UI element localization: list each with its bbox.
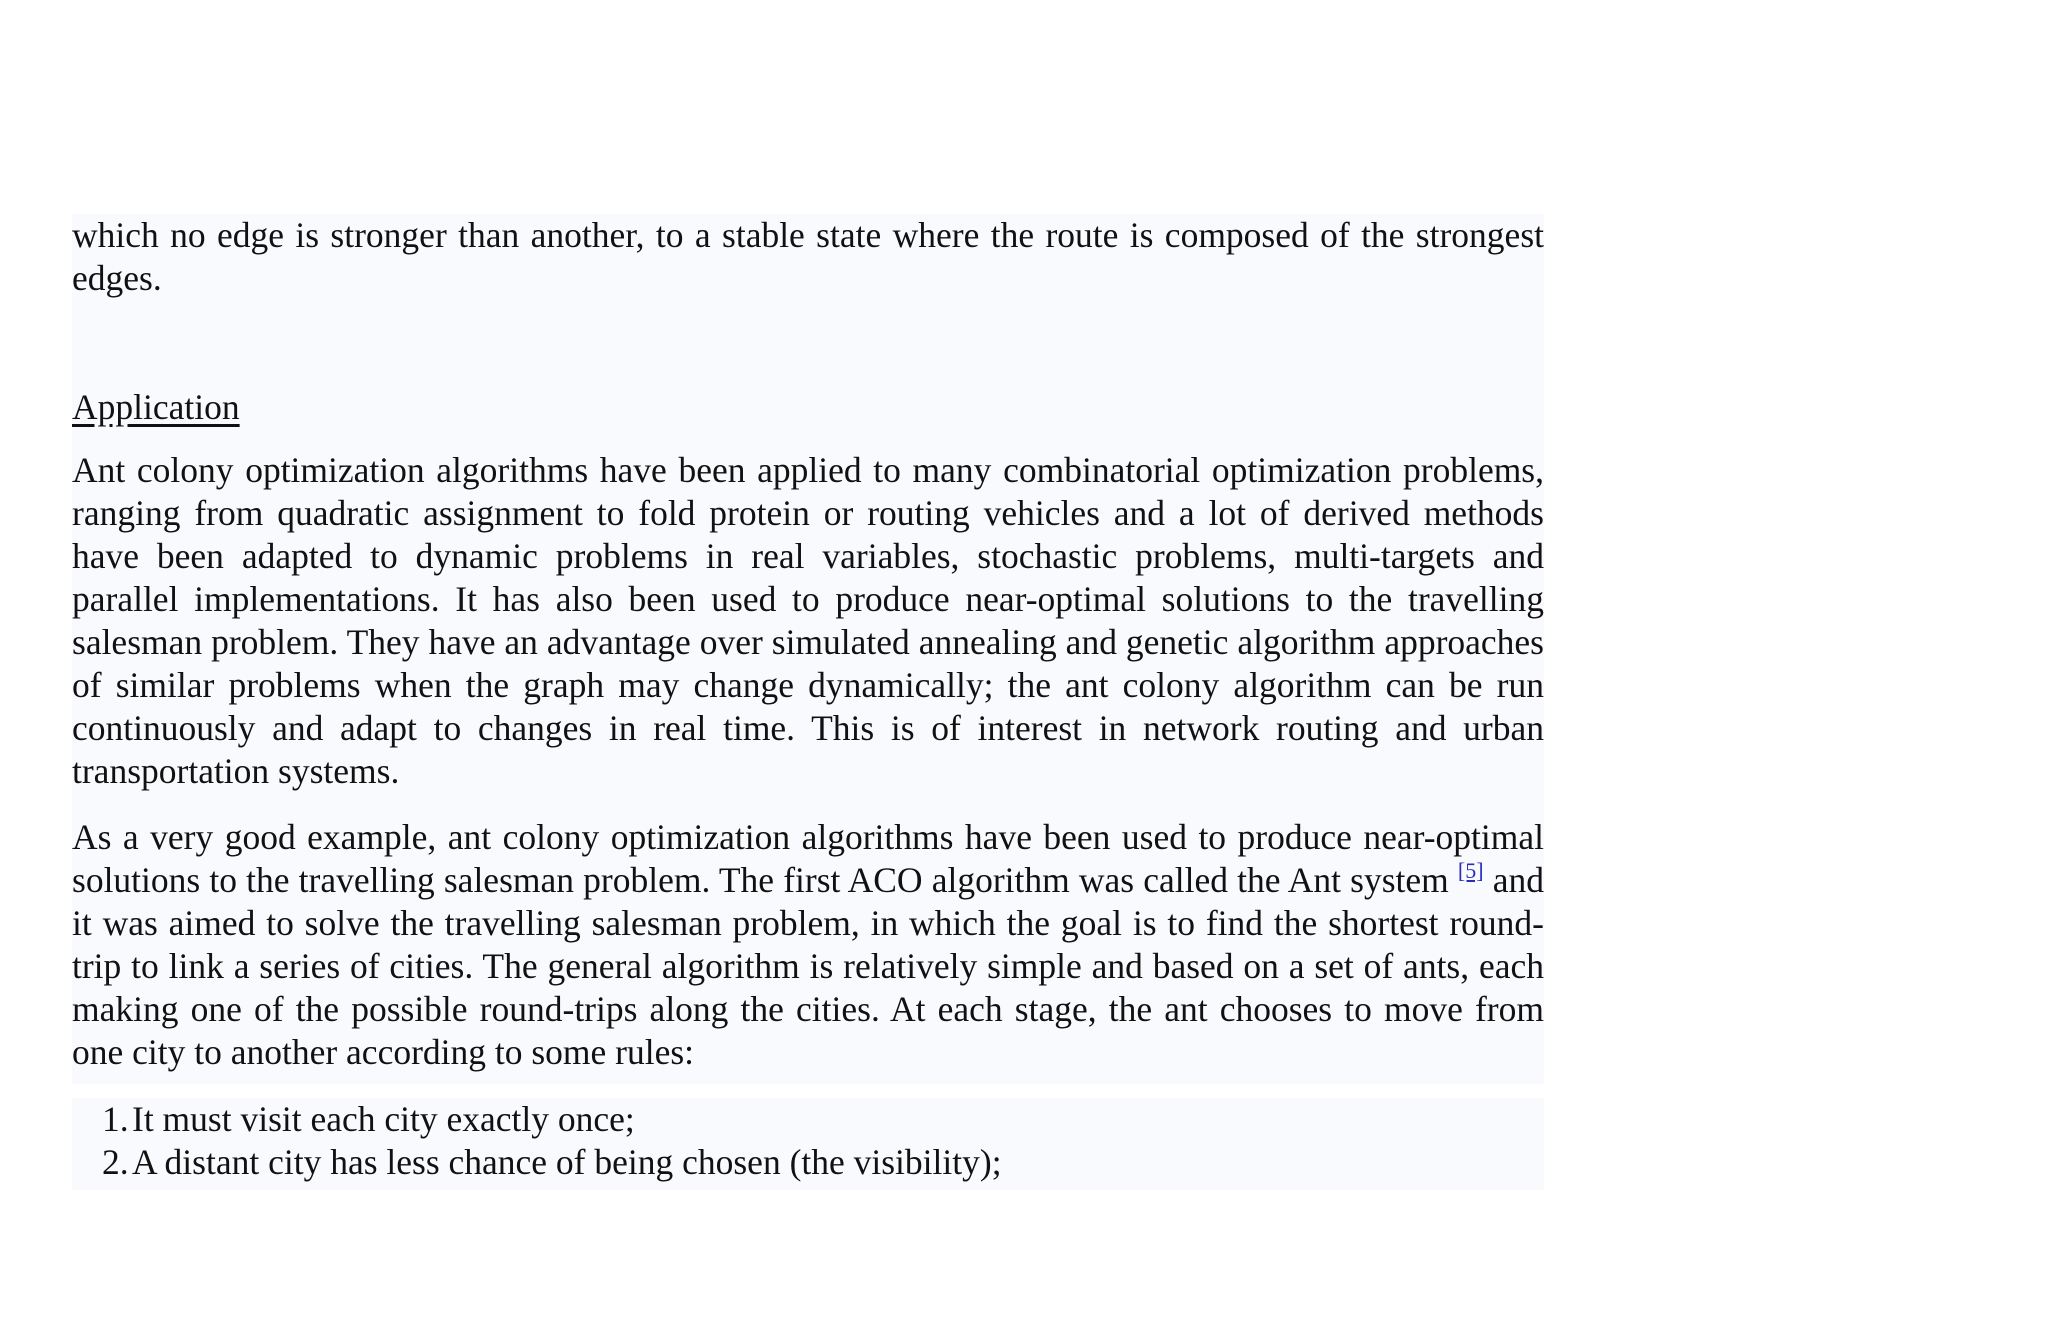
list-item [72,1098,1544,1141]
citation-superscript [1458,858,1484,883]
application-paragraph-1: Ant colony optimization algorithms have been applied to many combinatorial optimization problems, ranging from quadratic assignment to fold protein or routing vehicles and a lot of derived methods have been adapted to dynamic problems in real variables, stochastic problems, multi-targets and parallel implementations. It has also been used to produce near-optimal solutions to the travelling salesman problem. They have an advantage over simulated annealing and genetic algorithm approaches of similar problems when the graph may change dynamically; the ant colony algorithm can be run continuously and adapt to changes in real time. This is of interest in network routing and urban transportation systems. [72,450,1544,791]
paragraph-2-text-before-ref: As a very good example, ant colony optimization algorithms have been used to produce near-optimal solutions to the travelling salesman problem. The first ACO algorithm was called the Ant system [72,817,1544,900]
list-item [72,1141,1544,1184]
intro-fragment-paragraph: which no edge is stronger than another, to a stable state where the route is composed of the strongest edges. [72,215,1544,298]
list-item-number: 1. [102,1099,129,1139]
citation-link[interactable]: [5] [1457,858,1484,883]
section-heading: Application [72,387,240,427]
block-gap [72,1084,1544,1098]
application-section [72,384,1544,1084]
document-page [72,214,1544,1190]
paragraph-2-text-after-ref: and it was aimed to solve the travelling salesman problem, in which the goal is to find the shortest round-trip to link a series of cities. The general algorithm is relatively simple and based on a set of ants, each making one of the possible round-trips along the cities. At each stage, the ant chooses to move from one city to another according to some rules: [72,860,1544,1072]
list-item-text: It must visit each city exactly once; [132,1099,635,1139]
application-paragraph-1-block [72,449,1544,816]
list-item-number: 2. [102,1142,129,1182]
application-paragraph-2-block [72,816,1544,1084]
rules-list [72,1098,1544,1190]
list-item-text: A distant city has less chance of being chosen (the visibility); [132,1142,1002,1182]
application-paragraph-2 [72,816,1544,1074]
intro-fragment-block [72,214,1544,384]
